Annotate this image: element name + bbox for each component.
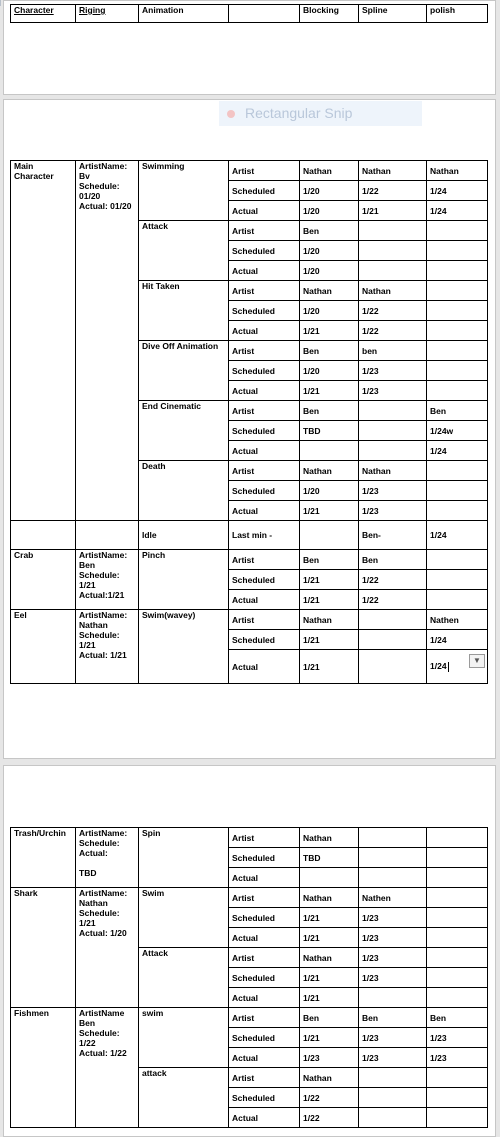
value-cell: 1/24 xyxy=(427,521,488,550)
value-cell: 1/23 xyxy=(359,1048,427,1068)
row-label-cell: Artist xyxy=(229,281,300,301)
row-label-cell: Artist xyxy=(229,888,300,908)
value-cell: 1/22 xyxy=(359,590,427,610)
value-cell: Ben xyxy=(300,1008,359,1028)
row-label-cell: Scheduled xyxy=(229,421,300,441)
animation-name-cell: Swimming xyxy=(139,161,229,221)
value-cell xyxy=(427,301,488,321)
row-label-cell: Artist xyxy=(229,948,300,968)
value-cell xyxy=(427,321,488,341)
value-cell: 1/23 xyxy=(359,908,427,928)
value-cell xyxy=(359,650,427,684)
value-cell: 1/24w xyxy=(427,421,488,441)
value-cell xyxy=(300,441,359,461)
value-cell: 1/23 xyxy=(359,481,427,501)
table-row xyxy=(11,888,488,908)
dropdown-arrow-icon[interactable]: ▼ xyxy=(469,654,485,668)
schedule-table-2 xyxy=(10,827,488,1128)
animation-name-cell: Attack xyxy=(139,221,229,281)
row-label-cell: Scheduled xyxy=(229,570,300,590)
animation-name-cell: Swim xyxy=(139,888,229,948)
row-label-cell: Actual xyxy=(229,928,300,948)
row-label-cell: Actual xyxy=(229,441,300,461)
artist-info-cell: ArtistName: Nathan Schedule: 1/21 Actual: 1/20 xyxy=(76,888,139,1008)
value-cell: 1/20 xyxy=(300,361,359,381)
snip-label: Rectangular Snip xyxy=(245,105,353,121)
row-label-cell: Scheduled xyxy=(229,301,300,321)
table-row xyxy=(11,161,488,181)
row-label-cell: Artist xyxy=(229,461,300,481)
animation-name-cell: Swim(wavey) xyxy=(139,610,229,684)
value-cell xyxy=(427,1088,488,1108)
row-label-cell: Actual xyxy=(229,501,300,521)
header-table xyxy=(10,4,488,23)
row-label-cell: Actual xyxy=(229,988,300,1008)
character-name-cell: Eel xyxy=(11,610,76,684)
value-cell xyxy=(427,590,488,610)
value-cell: 1/22 xyxy=(359,301,427,321)
schedule-table-1 xyxy=(10,160,488,684)
value-cell xyxy=(427,828,488,848)
value-cell: Nathen xyxy=(359,888,427,908)
value-cell xyxy=(427,948,488,968)
character-name-cell: Shark xyxy=(11,888,76,1008)
artist-info-cell: ArtistName: Bv Schedule: 01/20 Actual: 01/20 xyxy=(76,161,139,521)
value-cell xyxy=(427,341,488,361)
row-label-cell: Actual xyxy=(229,1108,300,1128)
row-label-cell: Scheduled xyxy=(229,1028,300,1048)
value-cell: 1/23 xyxy=(359,381,427,401)
value-cell: 1/20 xyxy=(300,481,359,501)
character-name-cell: Fishmen xyxy=(11,1008,76,1128)
value-cell xyxy=(427,381,488,401)
value-cell: 1/23 xyxy=(359,361,427,381)
value-cell xyxy=(359,988,427,1008)
value-cell: 1/21 xyxy=(300,650,359,684)
artist-info-cell: ArtistName: Schedule: Actual: TBD xyxy=(76,828,139,888)
value-cell: Ben- xyxy=(359,521,427,550)
value-cell xyxy=(359,828,427,848)
value-cell: 1/24 xyxy=(427,201,488,221)
animation-name-cell: swim xyxy=(139,1008,229,1068)
value-cell xyxy=(427,848,488,868)
value-cell: Nathan xyxy=(427,161,488,181)
value-cell: 1/21 xyxy=(300,381,359,401)
header-blocking: Blocking xyxy=(300,5,359,23)
value-cell: Ben xyxy=(359,1008,427,1028)
row-label-cell: Actual xyxy=(229,868,300,888)
value-cell: Nathan xyxy=(300,281,359,301)
value-cell xyxy=(427,281,488,301)
row-label-cell: Scheduled xyxy=(229,181,300,201)
row-label-cell: Artist xyxy=(229,341,300,361)
value-cell xyxy=(427,481,488,501)
value-cell: Ben xyxy=(300,221,359,241)
value-cell xyxy=(427,888,488,908)
row-label-cell: Scheduled xyxy=(229,241,300,261)
value-cell: Ben xyxy=(300,401,359,421)
row-label-cell: Artist xyxy=(229,161,300,181)
header-riging: Riging xyxy=(76,5,139,23)
value-cell: TBD xyxy=(300,421,359,441)
value-cell: 1/23 xyxy=(359,948,427,968)
value-cell: 1/23 xyxy=(359,1028,427,1048)
row-label-cell: Scheduled xyxy=(229,908,300,928)
value-cell xyxy=(427,1068,488,1088)
value-cell xyxy=(427,361,488,381)
table-row xyxy=(11,1008,488,1028)
value-cell xyxy=(359,1088,427,1108)
value-cell: 1/21 xyxy=(300,908,359,928)
header-character: Character xyxy=(11,5,76,23)
value-cell xyxy=(427,221,488,241)
value-cell: Nathan xyxy=(300,828,359,848)
value-cell xyxy=(427,570,488,590)
row-label-cell: Actual xyxy=(229,201,300,221)
row-label-cell: Actual xyxy=(229,1048,300,1068)
value-cell: 1/21 xyxy=(300,321,359,341)
value-cell: Nathan xyxy=(300,610,359,630)
character-name-cell: Trash/Urchin xyxy=(11,828,76,888)
value-cell xyxy=(359,1108,427,1128)
character-name-cell: Main Character xyxy=(11,161,76,521)
row-label-cell: Scheduled xyxy=(229,630,300,650)
value-cell: 1/23 xyxy=(359,928,427,948)
animation-name-cell: Idle xyxy=(139,521,229,550)
snip-icon xyxy=(227,110,235,118)
row-label-cell: Scheduled xyxy=(229,968,300,988)
value-cell xyxy=(427,241,488,261)
value-cell xyxy=(359,221,427,241)
value-cell xyxy=(427,1108,488,1128)
value-cell: 1/21 xyxy=(300,630,359,650)
value-cell xyxy=(359,261,427,281)
value-cell xyxy=(76,521,139,550)
value-cell: Nathan xyxy=(359,161,427,181)
value-cell: 1/20 xyxy=(300,301,359,321)
table-row xyxy=(11,828,488,848)
value-cell: 1/21 xyxy=(300,988,359,1008)
row-label-cell: Scheduled xyxy=(229,481,300,501)
row-label-cell: Actual xyxy=(229,321,300,341)
table-row xyxy=(11,610,488,630)
value-cell: 1/22 xyxy=(359,321,427,341)
header-blank xyxy=(229,5,300,23)
value-cell xyxy=(359,421,427,441)
value-cell: Nathan xyxy=(359,281,427,301)
value-cell: Ben xyxy=(427,401,488,421)
value-cell: 1/23 xyxy=(359,968,427,988)
value-cell: 1/20 xyxy=(300,241,359,261)
table-row xyxy=(11,521,488,550)
value-cell: 1/22 xyxy=(300,1088,359,1108)
row-label-cell: Artist xyxy=(229,401,300,421)
value-cell xyxy=(300,868,359,888)
value-cell xyxy=(359,868,427,888)
animation-name-cell: Dive Off Animation xyxy=(139,341,229,401)
artist-info-cell: ArtistName Ben Schedule: 1/22 Actual: 1/22 xyxy=(76,1008,139,1128)
rectangular-snip-overlay[interactable] xyxy=(219,101,422,126)
value-cell xyxy=(359,441,427,461)
value-cell: 1/21 xyxy=(300,928,359,948)
value-cell: Nathan xyxy=(300,1068,359,1088)
value-cell: Nathen xyxy=(427,610,488,630)
value-cell: 1/23 xyxy=(300,1048,359,1068)
row-label-cell: Artist xyxy=(229,550,300,570)
animation-name-cell: Death xyxy=(139,461,229,521)
value-cell xyxy=(427,988,488,1008)
row-label-cell: Actual xyxy=(229,590,300,610)
value-cell: 1/23 xyxy=(359,501,427,521)
row-label-cell: Scheduled xyxy=(229,1088,300,1108)
value-cell xyxy=(359,401,427,421)
row-label-cell: Actual xyxy=(229,381,300,401)
header-spline: Spline xyxy=(359,5,427,23)
value-cell: 1/21 xyxy=(300,570,359,590)
value-cell: 1/22 xyxy=(300,1108,359,1128)
animation-name-cell: End Cinematic xyxy=(139,401,229,461)
value-cell: 1/24 xyxy=(427,181,488,201)
value-cell: 1/21 xyxy=(300,968,359,988)
value-cell xyxy=(359,848,427,868)
row-label-cell: Artist xyxy=(229,610,300,630)
value-cell: Nathan xyxy=(359,461,427,481)
value-cell: Ben xyxy=(427,1008,488,1028)
row-label-cell: Actual xyxy=(229,261,300,281)
row-label-cell: Actual xyxy=(229,650,300,684)
artist-info-cell: ArtistName: Ben Schedule: 1/21 Actual:1/21 xyxy=(76,550,139,610)
value-cell: 1/24 xyxy=(427,630,488,650)
value-cell: Nathan xyxy=(300,161,359,181)
value-cell xyxy=(427,908,488,928)
value-cell xyxy=(11,521,76,550)
row-label-cell: Artist xyxy=(229,828,300,848)
row-label-cell: Scheduled xyxy=(229,848,300,868)
header-polish: polish xyxy=(427,5,488,23)
value-cell: 1/23 xyxy=(427,1028,488,1048)
value-cell xyxy=(359,630,427,650)
value-cell: 1/24 xyxy=(427,441,488,461)
animation-name-cell: Pinch xyxy=(139,550,229,610)
value-cell xyxy=(427,261,488,281)
value-cell: Ben xyxy=(359,550,427,570)
animation-name-cell: Spin xyxy=(139,828,229,888)
value-cell: Ben xyxy=(300,550,359,570)
row-label-cell: Artist xyxy=(229,1068,300,1088)
row-label-cell: Artist xyxy=(229,221,300,241)
value-cell: 1/21 xyxy=(300,501,359,521)
character-name-cell: Crab xyxy=(11,550,76,610)
value-cell xyxy=(427,461,488,481)
value-cell: 1/20 xyxy=(300,181,359,201)
value-cell: Nathan xyxy=(300,888,359,908)
value-cell: 1/22 xyxy=(359,570,427,590)
artist-info-cell: ArtistName: Nathan Schedule: 1/21 Actual: 1/21 xyxy=(76,610,139,684)
value-cell xyxy=(427,501,488,521)
value-cell xyxy=(427,928,488,948)
animation-name-cell: Attack xyxy=(139,948,229,1008)
value-cell xyxy=(359,1068,427,1088)
value-cell: Nathan xyxy=(300,948,359,968)
value-cell: Nathan xyxy=(300,461,359,481)
value-cell: 1/21 xyxy=(359,201,427,221)
value-cell: ben xyxy=(359,341,427,361)
value-cell: 1/24 xyxy=(427,650,488,684)
row-label-cell: Scheduled xyxy=(229,361,300,381)
value-cell xyxy=(359,610,427,630)
value-cell: TBD xyxy=(300,848,359,868)
row-label-cell: Artist xyxy=(229,1008,300,1028)
value-cell: 1/23 xyxy=(427,1048,488,1068)
animation-name-cell: attack xyxy=(139,1068,229,1128)
value-cell: 1/22 xyxy=(359,181,427,201)
value-cell: 1/20 xyxy=(300,201,359,221)
table-row xyxy=(11,550,488,570)
value-cell xyxy=(427,868,488,888)
value-cell xyxy=(300,521,359,550)
value-cell: 1/20 xyxy=(300,261,359,281)
value-cell: Ben xyxy=(300,341,359,361)
text-cursor xyxy=(448,662,449,672)
value-cell xyxy=(427,550,488,570)
value-cell: Last min - xyxy=(229,521,300,550)
value-cell xyxy=(427,968,488,988)
header-animation: Animation xyxy=(139,5,229,23)
value-cell: 1/21 xyxy=(300,1028,359,1048)
value-cell xyxy=(359,241,427,261)
animation-name-cell: Hit Taken xyxy=(139,281,229,341)
value-cell: 1/21 xyxy=(300,590,359,610)
